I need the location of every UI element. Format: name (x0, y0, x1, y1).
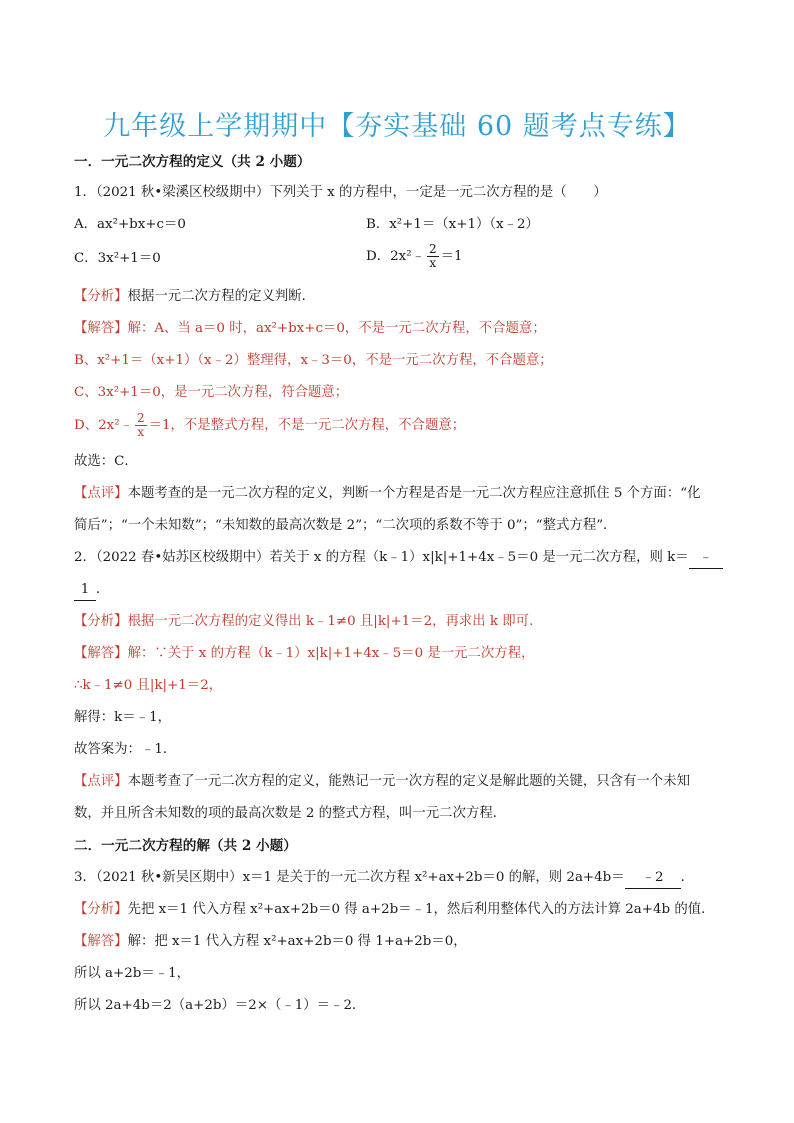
q1-solution-line-4: D、2x²﹣ $\frac{2}{x}$ ＝1，不是整式方程，不是一元二次方程，不合题意； (74, 411, 466, 439)
q2-comment-line-1: 【点评】本题考查了一元二次方程的定义，能熟记一元一次方程的定义是解此题的关键，只含有一个未知 (74, 774, 690, 789)
q2-solution-line-1: 【解答】解：∵关于 x 的方程（k﹣1）x|k|+1+4x﹣5＝0 是一元二次方程， (74, 646, 535, 661)
q1-comment-line-2: 简后”；“一个未知数”；“未知数的最高次数是 2”；“二次项的系数不等于 0”；“整式方程”． (74, 518, 617, 533)
comment-tag: 【点评】 (74, 486, 128, 501)
q2-solution-line-3: 解得：k＝﹣1， (74, 710, 171, 725)
answer-tag: 【解答】 (74, 934, 128, 949)
q3-solution-line-2: 所以 a+2b＝﹣1， (74, 966, 191, 981)
q1-solution-line-2: B、x²+1＝（x+1）（x﹣2）整理得，x﹣3＝0，不是一元二次方程，不合题意； (74, 353, 553, 368)
analysis-tag: 【分析】 (74, 614, 128, 629)
q2-solution-line-2: ∴k﹣1≠0 且|k|+1＝2， (74, 678, 223, 693)
question-2-stem: 2．（2022 春•姑苏区校级期中）若关于 x 的方程（k﹣1）x|k|+1+4x﹣5＝0 是一元二次方程，则 k＝ ﹣ (74, 548, 723, 569)
q2-comment-line-2: 数，并且所含未知数的项的最高次数是 2 的整式方程，叫一元二次方程． (74, 806, 507, 821)
q1-comment-line-1: 【点评】本题考查的是一元二次方程的定义，判断一个方程是否是一元二次方程应注意抓住 5 个方面：“化 (74, 486, 701, 501)
fraction-numerator: 2 (136, 411, 145, 425)
q3-answer-blank: ﹣2 (625, 868, 681, 889)
q2-solution-line-4: 故答案为：﹣1． (74, 742, 177, 757)
q3-solution-line-1: 【解答】解：把 x＝1 代入方程 x²+ax+2b＝0 得 1+a+2b＝0， (74, 934, 467, 949)
q1-option-d-prefix: D．2x²﹣ (366, 249, 425, 264)
q1-option-d-fraction (427, 243, 439, 270)
q1-option-d-suffix: ＝1 (440, 249, 463, 264)
q1-solution-line-5: 故选：C． (74, 454, 138, 469)
answer-tag: 【解答】 (74, 646, 128, 661)
q2-answer-blank-end: 1 (74, 580, 96, 601)
question-1-stem: 1．（2021 秋•梁溪区校级期中）下列关于 x 的方程中，一定是一元二次方程的是（ ） (74, 185, 607, 200)
answer-tag: 【解答】 (74, 321, 128, 336)
fraction-denominator: x (137, 425, 145, 439)
comment-tag: 【点评】 (74, 774, 128, 789)
q1-option-b: B．x²+1＝（x+1）（x﹣2） (366, 217, 539, 232)
q1-option-d (366, 243, 463, 270)
q2-analysis: 【分析】根据一元二次方程的定义得出 k﹣1≠0 且|k|+1＝2，再求出 k 即可． (74, 614, 543, 629)
q2-answer-blank-start: ﹣ (689, 548, 723, 569)
q1-solution-line-1: 【解答】解：A、当 a＝0 时，ax²+bx+c＝0，不是一元二次方程，不合题意； (74, 321, 546, 336)
q1-analysis: 【分析】根据一元二次方程的定义判断． (74, 289, 316, 304)
fraction-denominator: x (429, 256, 437, 270)
page-title: 九年级上学期期中【夯实基础 60 题考点专练】 (103, 111, 691, 142)
q1-option-c: C．3x²+1＝0 (74, 251, 161, 266)
q3-solution-line-3: 所以 2a+4b＝2（a+2b）＝2×（﹣1）＝﹣2． (74, 998, 366, 1013)
analysis-tag: 【分析】 (74, 289, 128, 304)
q1-solution-line-3: C、3x²+1＝0，是一元二次方程，符合题意； (74, 385, 349, 400)
analysis-tag: 【分析】 (74, 902, 128, 917)
question-3-stem: 3．（2021 秋•新吴区期中）x＝1 是关于的一元二次方程 x²+ax+2b＝0 的解，则 2a+4b＝ ﹣2 ． (74, 868, 694, 889)
q1-option-a: A．ax²+bx+c＝0 (74, 217, 186, 232)
section-heading-solution: 二．一元二次方程的解（共 2 小题） (74, 838, 297, 854)
q1-solution-fraction (135, 412, 147, 439)
q3-analysis: 【分析】先把 x＝1 代入方程 x²+ax+2b＝0 得 a+2b＝﹣1，然后利用整体代入的方法计算 2a+4b 的值． (74, 902, 715, 917)
question-2-stem-continued: 1 ． (74, 580, 109, 601)
fraction-numerator: 2 (428, 242, 437, 256)
section-heading-definition: 一．一元二次方程的定义（共 2 小题） (74, 154, 311, 170)
